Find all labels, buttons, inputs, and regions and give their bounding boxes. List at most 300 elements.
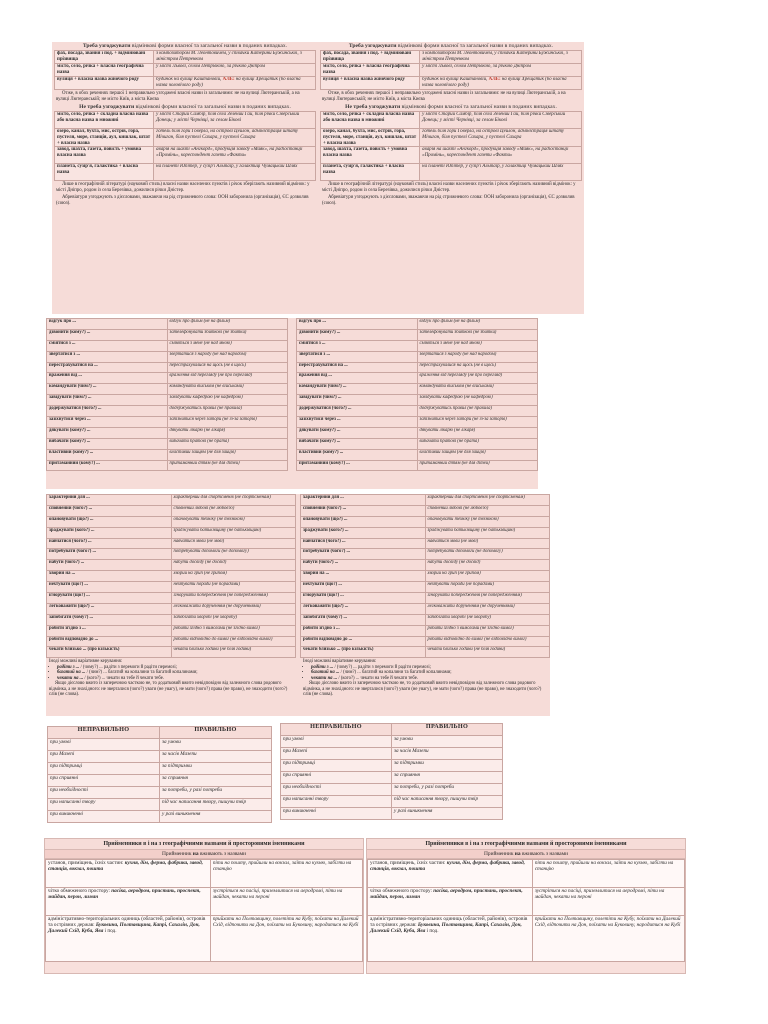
list-item: • багатий на ... / (чим?) ... багатий на копалини та багатий копалинами; (57, 670, 293, 676)
table-row (47, 571, 296, 582)
word-cell: сповнений (чого?) ... (301, 505, 426, 516)
word-cell: нехтувати (що?) ... (47, 582, 172, 593)
right-cell: за сприяння (160, 775, 272, 787)
prepositions-block-left (44, 838, 364, 974)
table-row (46, 916, 363, 962)
example-cell: властивий зайцям (не для зайців) (167, 449, 288, 460)
table-row (47, 319, 288, 330)
table-row (297, 384, 538, 395)
table-row (301, 505, 550, 516)
table-row (55, 112, 316, 129)
right-cell: за часів Мазепи (392, 748, 503, 760)
table-row (297, 449, 538, 460)
word-cell: чекати близько ... (про кількість) (301, 647, 426, 658)
word-cell: чекати близько ... (про кількість) (47, 647, 172, 658)
table-row (48, 799, 272, 811)
example-cell: вибачати братові (не брата) (417, 438, 538, 449)
example-cell: притаманний дітям (не для дітей) (417, 460, 538, 471)
table-row (47, 406, 288, 417)
example-cell: завідувати кафедрою (не кафедрою) (167, 395, 288, 406)
note-intro: Іноді можливі варіативне керування: (49, 659, 123, 665)
example-cell: готель біля гори Говерла, на острові Цейлон, адміністрація штату Мічиган, біля пустелі Сахара, у пустелі Сахара (154, 129, 316, 147)
word-cell: звертатися з ... (297, 351, 418, 362)
word-cell: відгук про ... (297, 319, 418, 330)
example-cell: зустрітися на пасіці, приземлитися на аеродромі, піти на майдан, чекати на пероні (532, 888, 684, 916)
word-cell: запобігати (чому?) ... (301, 614, 426, 625)
table-row (297, 438, 538, 449)
example-cell: сповнений любові (не любов'ю) (171, 505, 296, 516)
example-cell: робити згідно з вимогами (не згідно вимог) (171, 625, 296, 636)
table-row (301, 495, 550, 506)
example-cell: легковажити дорученням (не дорученнями) (425, 603, 550, 614)
wrong-cell: при підтримці (281, 760, 392, 772)
table-row (46, 888, 363, 916)
word-cell: сміятися з ... (297, 340, 418, 351)
example-cell: ігнорувати попередження (не попередженням) (171, 593, 296, 604)
word-cell: опановувати (що?) ... (301, 516, 426, 527)
example-cell: дякувати лікарю (не лікаря) (417, 427, 538, 438)
table-row (301, 538, 550, 549)
rule-cell: місто, село, річка + власна географічна назва (55, 64, 154, 77)
table-row (47, 527, 296, 538)
word-cell: зазіхнутися через ... (297, 417, 418, 428)
right-cell: у разі виникнення (160, 811, 272, 823)
word-cell: вибачати (кому?) ... (47, 438, 168, 449)
example-cell: піти на пошту, прийшли на вокзал, заїти на кухню, забігти на станцію (210, 860, 362, 888)
table-row (47, 449, 288, 460)
word-cell: звертатися з ... (47, 351, 168, 362)
example-cell: враження від перегляду (не про перегляд) (167, 373, 288, 384)
table-row (301, 516, 550, 527)
word-cell: дзвонити (кому?) ... (47, 329, 168, 340)
wrong-cell: при написанні твору (281, 796, 392, 808)
no-agree-header: Не треба узгоджувати відмінкові форми власної та загальної назви в поданих випадках. (345, 104, 557, 111)
table-row (47, 603, 296, 614)
table-row (368, 888, 685, 916)
example-cell: піти на пошту, прийшли на вокзал, заїти на кухню, забігти на станцію (532, 860, 684, 888)
table-row (297, 362, 538, 373)
wrong-cell: при сприянні (281, 772, 392, 784)
table-row (281, 736, 503, 748)
end-paragraph: Абревіатури узгоджують з дієсловами, зважаючи на рід стрижневого слова: ООН заборонила (організація), ЄС дозволив (союз). (56, 195, 309, 206)
example-cell: характерний для спортсменів (не спортсменам) (425, 495, 550, 506)
example-cell: відгук про фільм (не на фільм) (167, 319, 288, 330)
example-cell: аварія на шахті «Ангкорд», продукція заводу «Маяк», на радіостанції «Промінь», кореспондент газети «Факти» (420, 147, 582, 164)
word-cell: дякувати (кому?) ... (47, 427, 168, 438)
example-cell: зустрітися на пасіці, приземлитися на аеродромі, піти на майдан, чекати на пероні (210, 888, 362, 916)
example-cell: зраджувати батьківщину (не батьківщині) (171, 527, 296, 538)
table-row (47, 460, 288, 471)
example-cell: запобігати хворобі (не хворобу) (425, 614, 550, 625)
word-cell: враження від ... (47, 373, 168, 384)
word-cell: сповнений (чого?) ... (47, 505, 172, 516)
example-cell: вибачати братові (не брата) (167, 438, 288, 449)
word-cell: сміятися з ... (47, 340, 168, 351)
example-cell: набути досвіду (не досвід) (425, 560, 550, 571)
example-cell: легковажити дорученням (не дорученнями) (171, 603, 296, 614)
rule-cell: озеро, канал, бухта, мис, острів, гора, пустеля, море, станція, аул, кишлак, штат + власна назва (321, 129, 420, 147)
table-row (48, 763, 272, 775)
example-cell: властивий зайцям (не для зайців) (417, 449, 538, 460)
table-row (301, 603, 550, 614)
example-cell: навчатися мови (не мові) (425, 538, 550, 549)
prepositions-block-right (366, 838, 686, 974)
table-row (321, 129, 582, 147)
rule-cell: фах, посада, звання і под. + відмінювані прізвища (55, 51, 154, 64)
rule-cell: адміністративно-територіальних одиниць (областей, районів), островів та острівних держав: Буковина, Полтавщина, Капрі, Сахалін, Дон, Далекий Схід, Куба, Ява і под. (368, 916, 533, 962)
table-row (301, 549, 550, 560)
example-cell: завідувати кафедрою (не кафедрою) (417, 395, 538, 406)
word-cell: потребувати (чого?) ... (47, 549, 172, 560)
government-panel-1 (46, 318, 538, 489)
rule-cell: озеро, канал, бухта, мис, острів, гора, пустеля, море, станція, аул, кишлак, штат + власна назва (55, 129, 154, 147)
government2-column-left (46, 494, 296, 699)
example-cell: нехтувати поради (не порадами) (425, 582, 550, 593)
word-cell: ігнорувати (що?) ... (47, 593, 172, 604)
example-cell: робити згідно з вимогами (не згідно вимог) (425, 625, 550, 636)
example-cell: нехтувати поради (не порадами) (171, 582, 296, 593)
no-agree-table (320, 111, 582, 181)
wrong-cell: при необхідності (281, 784, 392, 796)
word-cell: легковажити (що?) ... (301, 603, 426, 614)
example-cell: командувати військом (не військами) (417, 384, 538, 395)
word-cell: потребувати (чого?) ... (301, 549, 426, 560)
rule-cell: місто, село, річка + складна власна назва або власна назва в множині (55, 112, 154, 129)
rule-cell: чітко обмеженого простору: пасіка, аеродром, пристань, проспект, майдан, перон, лиман (368, 888, 533, 916)
table-row (47, 417, 288, 428)
table-row (281, 808, 503, 820)
word-cell: додержуватися (чого?) ... (47, 406, 168, 417)
table-row (47, 395, 288, 406)
rule-cell: вулиця + власна назва жіночого роду (55, 77, 154, 90)
table-row (301, 571, 550, 582)
word-cell: перестрахуватися на ... (47, 362, 168, 373)
table-row (321, 77, 582, 90)
wrong-cell: при написанні твору (48, 799, 160, 811)
no-agree-table (54, 111, 316, 181)
wrong-cell: при умові (48, 739, 160, 751)
example-cell: дякувати лікарю (не лікаря) (167, 427, 288, 438)
table-row (301, 560, 550, 571)
word-cell: властивий (кому?) ... (297, 449, 418, 460)
table-row (47, 582, 296, 593)
table-row (47, 384, 288, 395)
example-cell: опановувати техніку (не технікою) (171, 516, 296, 527)
word-cell: перестрахуватися на ... (297, 362, 418, 373)
verb-table (300, 494, 550, 658)
table-row (47, 351, 288, 362)
table-row (321, 112, 582, 129)
prepositions-subtitle: Прийменник на вживають з назвами (367, 849, 685, 859)
agreement-panel (52, 42, 584, 314)
table-row (281, 748, 503, 760)
table-row (47, 516, 296, 527)
example-cell: сміються з мене (не над мною) (167, 340, 288, 351)
table-row (281, 784, 503, 796)
example-cell: у місті Старий Самбір, біля села Зелений Гай, біля річки Сіверський Донець; у місті Чернівці, за селом Бікові (420, 112, 582, 129)
table-row (301, 647, 550, 658)
word-cell: властивий (кому?) ... (47, 449, 168, 460)
example-cell: набути досвіду (не досвід) (171, 560, 296, 571)
example-cell: хворий на грип (не грипом) (171, 571, 296, 582)
table-row (321, 147, 582, 164)
prepositions-title: Прийменники в і на з географічними назвами й просторовими іменниками (45, 839, 363, 849)
word-cell: зазіхнутися через ... (47, 417, 168, 428)
example-cell: у місті Львові, селом Петрівкою, за річкою Дніпром (154, 64, 316, 77)
word-cell: додержуватися (чого?) ... (297, 406, 418, 417)
wrong-right-table-right (280, 723, 503, 833)
col-right-header: ПРАВИЛЬНО (160, 727, 272, 739)
rule-cell: завод, шахта, газета, повість + умовна власна назва (55, 147, 154, 164)
table-row (48, 787, 272, 799)
example-cell: перестрахувалися на щось (не в щось) (417, 362, 538, 373)
word-cell: опановувати (що?) ... (47, 516, 172, 527)
wrong-cell: при виникненні (281, 808, 392, 820)
note-end: Якщо дієслово вжито із заперечною часткою не, то додатковий вжито невідповідно від залежного слова родового відмінка, а не знахідного: не зверталися (чого?) уваги (не увагу), не мати (чого?) права (не право), не знаходити (чого?) слів (не слова). (303, 681, 542, 698)
table-row (297, 406, 538, 417)
table-row (301, 582, 550, 593)
agreement-column-right (320, 42, 582, 208)
example-cell: відгук про фільм (не на фільм) (417, 319, 538, 330)
example-cell: перестрахувалися на щось (не в щось) (167, 362, 288, 373)
word-cell: притаманний (кому?) ... (297, 460, 418, 471)
note-end: Якщо дієслово вжито із заперечною часткою не, то додатковий вжито невідповідно від залежного слова родового відмінка, а не знахідного: не зверталися (чого?) уваги (не увагу), не мати (чого?) права (не право), не знаходити (чого?) слів (не слова). (49, 681, 288, 698)
agree-header: Треба узгоджувати відмінкові форми власної та загальної назви в поданих випадках. (82, 43, 288, 49)
table-row (297, 329, 538, 340)
example-cell: готель біля гори Говерла, на острові Цейлон, адміністрація штату Мічиган, біля пустелі Сахара, у пустелі Сахара (420, 129, 582, 147)
list-item: • чекати на ... / (кого?) ... чекати на тебе й чекати тебе. (311, 676, 547, 682)
col-wrong-header: НЕПРАВИЛЬНО (281, 724, 392, 736)
agree-header: Треба узгоджувати відмінкові форми власної та загальної назви в поданих випадках. (348, 43, 554, 49)
word-cell: хворий на ... (47, 571, 172, 582)
end-paragraph: Лише в географічній літературі (науковий стиль) власні назви населених пунктів і річок зберігають називний відмінок: у місті Дніпро, родом із села Березівка, дожилися річки Дністер. (322, 182, 576, 193)
right-cell: за потреби, у разі потреби (160, 787, 272, 799)
word-cell: притаманний (кому?) ... (47, 460, 168, 471)
example-cell: прийхати на Полтавщину, полетіти на Кубу, поїхати на Далекий Схід, відпочити на Дон, поїхати на Буковину, народитися на Кубі (210, 916, 362, 962)
right-cell: у разі виникнення (392, 808, 503, 820)
right-cell: за підтримки (160, 763, 272, 775)
agreement-column-left (54, 42, 316, 208)
table-row (48, 751, 272, 763)
table-row (297, 427, 538, 438)
example-cell: зателефонувати збиткові (не збитки) (167, 329, 288, 340)
table-row (297, 395, 538, 406)
word-cell: легковажити (що?) ... (47, 603, 172, 614)
rule-cell: планета, сузір'я, галактика + власна назва (55, 164, 154, 181)
rule-cell: місто, село, річка + складна власна назва або власна назва в множині (321, 112, 420, 129)
word-cell: нехтувати (що?) ... (301, 582, 426, 593)
prepositions-subtitle: Прийменник на вживають з назвами (45, 849, 363, 859)
mid-paragraph: Отже, в обох реченнях першої 1 неправильно узгоджені власні назви із загальними: не на вулиці Лютеранській, а на вулиці Лютеранській; не місто Київ, а міста Києва (322, 91, 566, 102)
word-cell: завідувати (чим?) ... (297, 395, 418, 406)
list-item: • багатий на ... / (чим?) ... багатий на копалини та багатий копалинами; (311, 670, 547, 676)
notes (300, 658, 550, 699)
example-cell: робити відповідно до вимог (не відповідно вимог) (425, 636, 550, 647)
list-item: • радіти з ... / (чому?) ... радіти з перемоги й радіти перемозі; (311, 665, 547, 671)
example-cell: додержуватись правил (не правила) (417, 406, 538, 417)
table-row (55, 64, 316, 77)
example-cell: робити відповідно до вимог (не відповідно вимог) (171, 636, 296, 647)
example-cell: командувати військом (не військами) (167, 384, 288, 395)
government-column-right (296, 318, 538, 471)
example-cell: потребувати допомоги (не допомогу) (425, 549, 550, 560)
wrong-cell: при виникненні (48, 811, 160, 823)
table-row (281, 772, 503, 784)
table-row (47, 636, 296, 647)
word-cell: характерний для ... (47, 495, 172, 506)
word-cell: набути (чого?) ... (47, 560, 172, 571)
example-cell: навчатися мови (не мові) (171, 538, 296, 549)
example-cell: на планеті Юпітер, у сузір'ї Альтаїр, у галактиці Чумацький Шлях (420, 164, 582, 181)
table-row (47, 340, 288, 351)
rule-cell: установ, приміщень, їхніх частин: кухня, дім, ферма, фабрика, завод, станція, вокзал, пошта (46, 860, 211, 888)
example-cell: прийхати на Полтавщину, полетіти на Кубу, поїхати на Далекий Схід, відпочити на Дон, поїхати на Буковину, народитися на Кубі (532, 916, 684, 962)
example-cell: запобігати хворобі (не хворобу) (171, 614, 296, 625)
table-row (47, 549, 296, 560)
example-cell: додержуватись правил (не правила) (167, 406, 288, 417)
no-agree-header: Не треба узгоджувати відмінкові форми власної та загальної назви в поданих випадках. (79, 104, 291, 111)
wrong-right-table (280, 723, 503, 820)
word-cell: набути (чого?) ... (301, 560, 426, 571)
table-row (55, 164, 316, 181)
example-cell: сповнений любові (не любов'ю) (425, 505, 550, 516)
table-row (301, 527, 550, 538)
table-row (297, 351, 538, 362)
end-paragraph: Лише в географічній літературі (науковий стиль) власні назви населених пунктів і річок зберігають називний відмінок: у місті Дніпро, родом із села Березівка, дожилися річки Дністер. (56, 182, 310, 193)
example-cell: зраджувати батьківщину (не батьківщині) (425, 527, 550, 538)
wrong-cell: при Мазепі (48, 751, 160, 763)
example-cell: чекати близько години (не біля години) (171, 647, 296, 658)
table-row (47, 614, 296, 625)
rule-cell: чітко обмеженого простору: пасіка, аеродром, пристань, проспект, майдан, перон, лиман (46, 888, 211, 916)
word-cell: завідувати (чим?) ... (47, 395, 168, 406)
right-cell: за умови (392, 736, 503, 748)
word-cell: робити згідно з ... (47, 625, 172, 636)
wrong-cell: при підтримці (48, 763, 160, 775)
word-cell: хворий на ... (301, 571, 426, 582)
example-cell: звертатися з народу (не над народом) (167, 351, 288, 362)
table-row (55, 51, 316, 64)
word-cell: командувати (чим?) ... (47, 384, 168, 395)
verb-table (46, 494, 296, 658)
note-intro: Іноді можливі варіативне керування: (303, 659, 377, 665)
table-row (47, 505, 296, 516)
word-cell: характерний для ... (301, 495, 426, 506)
example-cell: притаманний дітям (не для дітей) (167, 460, 288, 471)
rule-cell: планета, сузір'я, галактика + власна назва (321, 164, 420, 181)
example-cell: зателефонувати збиткові (не збитки) (417, 329, 538, 340)
word-cell: навчатися (чого?) ... (47, 538, 172, 549)
rule-cell: місто, село, річка + власна географічна назва (321, 64, 420, 77)
table-row (301, 614, 550, 625)
list-item: • радіти з ... / (чому?) ... радіти з перемоги й радіти перемозі; (57, 665, 293, 671)
government-panel-2 (46, 494, 550, 716)
prepositions-title: Прийменники в і на з географічними назвами й просторовими іменниками (367, 839, 685, 849)
table-row (301, 636, 550, 647)
table-row (47, 593, 296, 604)
example-cell: запізнитися через затори (не із-за заторів) (417, 417, 538, 428)
example-cell: хворий на грип (не грипом) (425, 571, 550, 582)
word-cell: командувати (чим?) ... (297, 384, 418, 395)
right-cell: за потреби, у разі потреби (392, 784, 503, 796)
table-row (48, 775, 272, 787)
example-cell: з композитором М. Леонтовичем, у співачки Катерини Бужинської, з міністром Петренком (154, 51, 316, 64)
example-cell: враження від перегляду (не про перегляд) (417, 373, 538, 384)
word-cell: зраджувати (кого?) ... (47, 527, 172, 538)
table-row (47, 538, 296, 549)
right-cell: під час написання твору, пишучи твір (392, 796, 503, 808)
table-row (321, 164, 582, 181)
rule-cell: завод, шахта, газета, повість + умовна власна назва (321, 147, 420, 164)
example-cell: потребувати допомоги (не допомогу) (171, 549, 296, 560)
example-cell: сміються з мене (не над мною) (417, 340, 538, 351)
government-column-left (46, 318, 288, 471)
verb-table (46, 318, 288, 471)
example-cell: будинок на вулиці Каштановій, АЛЕ: на вулиці Хрещатик (бо власна назва чоловічого роду) (420, 77, 582, 90)
example-cell: чекати близько години (не біля години) (425, 647, 550, 658)
table-row (301, 625, 550, 636)
table-row (47, 625, 296, 636)
list-item: • чекати на ... / (кого?) ... чекати на тебе й чекати тебе. (57, 676, 293, 682)
table-row (47, 560, 296, 571)
word-cell: відгук про ... (47, 319, 168, 330)
prepositions-table (367, 859, 685, 962)
table-row (297, 460, 538, 471)
table-row (281, 796, 503, 808)
example-cell: з композитором М. Леонтовичем, у співачки Катерини Бужинської, з міністром Петренком (420, 51, 582, 64)
table-row (297, 340, 538, 351)
wrong-cell: при умові (281, 736, 392, 748)
word-cell: робити згідно з ... (301, 625, 426, 636)
col-wrong-header: НЕПРАВИЛЬНО (48, 727, 160, 739)
table-row (368, 916, 685, 962)
wrong-right-table (47, 726, 272, 823)
word-cell: робити відповідно до ... (301, 636, 426, 647)
table-row (297, 373, 538, 384)
example-cell: опановувати техніку (не технікою) (425, 516, 550, 527)
word-cell: робити відповідно до ... (47, 636, 172, 647)
alt-marker: АЛЕ: (222, 77, 235, 83)
col-right-header: ПРАВИЛЬНО (392, 724, 503, 736)
verb-table (296, 318, 538, 471)
table-row (55, 129, 316, 147)
table-row (297, 319, 538, 330)
right-cell: за умови (160, 739, 272, 751)
prepositions-table (45, 859, 363, 962)
word-cell: ігнорувати (що?) ... (301, 593, 426, 604)
end-paragraph: Абревіатури узгоджують з дієсловами, зважаючи на рід стрижневого слова: ООН заборонила (організація), ЄС дозволив (союз). (322, 195, 575, 206)
example-cell: у місті Старий Самбір, біля села Зелений Гай, біля річки Сіверський Донець; у місті Чернівці, за селом Бікові (154, 112, 316, 129)
table-row (48, 739, 272, 751)
rule-cell: установ, приміщень, їхніх частин: кухня, дім, ферма, фабрика, завод, станція, вокзал, пошта (368, 860, 533, 888)
table-row (47, 647, 296, 658)
word-cell: дякувати (кому?) ... (297, 427, 418, 438)
right-cell: за підтримки (392, 760, 503, 772)
table-row (47, 373, 288, 384)
table-row (47, 495, 296, 506)
table-row (47, 427, 288, 438)
table-row (47, 438, 288, 449)
table-row (55, 147, 316, 164)
notes (46, 658, 296, 699)
wrong-cell: при Мазепі (281, 748, 392, 760)
right-cell: за сприяння (392, 772, 503, 784)
example-cell: у місті Львові, селом Петрівкою, за річкою Дніпром (420, 64, 582, 77)
word-cell: вибачати (кому?) ... (297, 438, 418, 449)
government2-column-right (300, 494, 550, 699)
word-cell: враження від ... (297, 373, 418, 384)
table-row (281, 760, 503, 772)
